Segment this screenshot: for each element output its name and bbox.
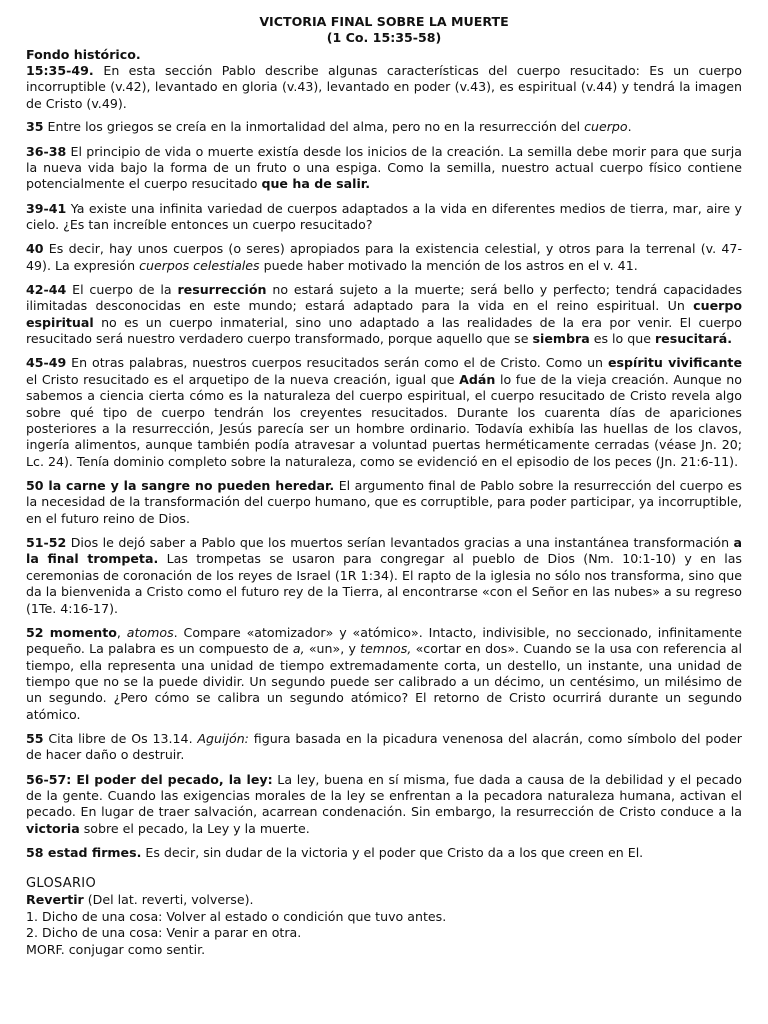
text-run: puede haber motivado la mención de los astros en el v. 41. <box>259 257 638 273</box>
bold-text: espíritu vivificante <box>607 355 742 371</box>
bold-text: 45-49 <box>26 355 67 371</box>
document-subtitle: (1 Co. 15:35-58) <box>326 30 442 46</box>
text-run: no estará sujeto a la muerte; será bello y perfecto; tendrá capacidades ilimitadas desconocidas en este mundo; estará adaptado para la vida en el reino espiritual. Un <box>26 282 742 314</box>
text-run: 1. Dicho de una cosa: Volver al estado o condición que tuvo antes. <box>26 908 447 924</box>
bold-text: resurrección <box>177 282 267 298</box>
italic-text: Aguijón: <box>197 731 249 747</box>
bold-text: 58 estad firmes. <box>26 845 142 861</box>
italic-text: cuerpos celestiales <box>139 257 260 273</box>
bold-text: siembra <box>532 331 590 347</box>
text-run: 2. Dicho de una cosa: Venir a parar en otra. <box>26 925 302 941</box>
bold-text: a la final trompeta. <box>26 535 742 567</box>
text-run: La ley, buena en sí misma, fue dada a causa de la debilidad y el pecado de la gente. Cuando las exigencias morales de la ley se enfrentan a la pecadora naturaleza humana, activan el pecado. En lugar de traer salvación, acarrean condenación. Sin embargo, la resurrección de Cristo conduce a la <box>26 771 742 820</box>
glossary-title: GLOSARIO <box>26 875 96 891</box>
text-run: es lo que <box>589 331 655 347</box>
text-run: En otras palabras, nuestros cuerpos resucitados serán como el de Cristo. Como un <box>66 355 608 371</box>
text-run: el Cristo resucitado es el arquetipo de la nueva creación, igual que <box>26 371 460 387</box>
italic-text: temnos, <box>360 641 412 657</box>
bold-text: 56-57: El poder del pecado, la ley: <box>26 771 273 787</box>
text-run: , <box>116 624 127 640</box>
commentary-paragraph <box>26 845 742 861</box>
commentary-paragraph <box>26 63 742 112</box>
commentary-body <box>26 63 742 861</box>
text-run: En esta sección Pablo describe algunas características del cuerpo resucitado: Es un cuerpo incorruptible (v.42), levantado en gloria (v.43), levantado en poder (v.43), es espiritual (v.44) y tendrá la imagen de Cristo (v.49). <box>26 63 742 111</box>
text-run: Las trompetas se usaron para congregar al pueblo de Dios (Nm. 10:1-10) y en las ceremonias de coronación de los reyes de Israel (1R 1:34). El rapto de la iglesia no sólo nos transforma, sino que da la bienvenida a Cristo como el futuro rey de la Tierra, al encontrarse «con el Señor en las nubes» a su regreso (1Te. 4:16-17). <box>26 551 742 616</box>
bold-text: 52 momento <box>26 624 117 640</box>
text-run: Dios le dejó saber a Pablo que los muertos serían levantados gracias a una instantánea transformación <box>66 535 734 551</box>
bold-text: resucitará. <box>654 331 732 347</box>
text-run: El principio de vida o muerte existía desde los inicios de la creación. La semilla debe morir para que surja la nueva vida bajo la forma de un fruto o una espiga. Como la semilla, nuestro actual cuerpo físico contiene potencialmente el cuerpo resucitado <box>26 143 742 192</box>
bold-text: 40 <box>26 241 44 257</box>
bold-text: Adán <box>459 371 496 387</box>
glossary-body <box>26 892 742 957</box>
text-run: Entre los griegos se creía en la inmortalidad del alma, pero no en la resurrección del <box>43 119 585 135</box>
text-run: no es un cuerpo inmaterial, sino uno adaptado a las realidades de la era por venir. El cuerpo resucitado será nuestro verdadero cuerpo transformado, porque aquello que se <box>26 314 742 347</box>
glossary-line <box>26 925 742 941</box>
glossary-line <box>26 909 742 925</box>
text-run: . <box>627 119 632 135</box>
section-heading: Fondo histórico. <box>26 46 141 62</box>
commentary-paragraph <box>26 625 742 723</box>
bold-text: que ha de salir. <box>261 176 370 192</box>
glossary-line <box>26 942 742 958</box>
text-run: El argumento final de Pablo sobre la resurrección del cuerpo es la necesidad de la transformación del cuerpo humano, que es corruptible, para poder participar, ya incorruptible, en el futuro reino de Dios. <box>26 477 742 526</box>
text-run: El cuerpo de la <box>66 282 178 298</box>
bold-text: 39-41 <box>26 200 67 216</box>
bold-text: victoria <box>26 820 80 836</box>
bold-text: 50 la carne y la sangre no pueden heredar. <box>26 477 335 493</box>
text-run: Ya existe una infinita variedad de cuerpos adaptados a la vida en diferentes medios de tierra, mar, aire y cielo. ¿Es tan increíble entonces un cuerpo resucitado? <box>26 200 742 232</box>
text-run: Es decir, hay unos cuerpos (o seres) apropiados para la existencia celestial, y otros para la terrenal (v. 47-49). La expresión <box>26 241 742 273</box>
commentary-paragraph <box>26 241 742 274</box>
bold-text: 35 <box>26 119 44 135</box>
bold-text: 55 <box>26 731 44 747</box>
commentary-paragraph <box>26 772 742 837</box>
text-run: (Del lat. reverti, volverse). <box>83 892 254 908</box>
italic-text: cuerpo <box>584 119 628 135</box>
italic-text: atomos <box>126 624 174 640</box>
bold-text: 36-38 <box>26 143 67 159</box>
commentary-paragraph <box>26 201 742 234</box>
text-run: «cortar en dos». Cuando se la usa con referencia al tiempo, ella representa una unidad de tiempo extremadamente corta, un destello, un instante, una unidad de tiempo que no se la puede dividir. Un segundo puede ser calibrado a un décimo, un centésimo, un milésimo de un segundo. ¿Pero cómo se calibra un segundo atómico? El retorno de Cristo ocurrirá durante un segundo atómico. <box>26 641 742 722</box>
commentary-paragraph <box>26 144 742 193</box>
text-run: «un», y <box>304 641 361 657</box>
commentary-paragraph <box>26 478 742 527</box>
commentary-paragraph <box>26 282 742 347</box>
bold-text: 15:35-49. <box>26 63 104 79</box>
text-run: figura basada en la picadura venenosa del alacrán, como símbolo del poder de hacer daño o destruir. <box>26 731 742 763</box>
bold-text: 51-52 <box>26 535 67 551</box>
commentary-paragraph <box>26 535 742 617</box>
glossary-line <box>26 892 742 908</box>
text-run: lo fue de la vieja creación. Aunque no sabemos a ciencia cierta cómo es la naturaleza del cuerpo espiritual, el cuerpo resucitado de Cristo revela algo sobre qué tipo de cuerpo tendrán los creyentes resucitados. Durante los cuarenta días de apariciones posteriores a la resurrección, Jesús parecía ser un hombre ordinario. Todavía exhibía las huellas de los clavos, ingería alimentos, aunque también podía atravesar a voluntad puertas herméticamente cerradas (véase Jn. 20; Lc. 24). Tenía dominio completo sobre la naturaleza, como se evidenció en el episodio de los peces (Jn. 21:6-11). <box>26 371 742 469</box>
commentary-paragraph <box>26 119 742 135</box>
text-run: sobre el pecado, la Ley y la muerte. <box>79 820 310 836</box>
bold-text: cuerpo espiritual <box>26 298 742 330</box>
text-run: Es decir, sin dudar de la victoria y el poder que Cristo da a los que creen en El. <box>141 845 644 861</box>
text-run: MORF. conjugar como sentir. <box>26 941 206 957</box>
text-run: . Compare «atomizador» y «atómico». Intacto, indivisible, no seccionado, infinitamente pequeño. La palabra es un compuesto de <box>26 624 742 657</box>
italic-text: a, <box>292 641 305 657</box>
bold-text: 42-44 <box>26 282 67 298</box>
document-title: VICTORIA FINAL SOBRE LA MUERTE <box>259 14 509 29</box>
commentary-paragraph <box>26 355 742 470</box>
bold-text: Revertir <box>26 892 84 908</box>
text-run: Cita libre de Os 13.14. <box>43 731 198 747</box>
commentary-paragraph <box>26 731 742 764</box>
